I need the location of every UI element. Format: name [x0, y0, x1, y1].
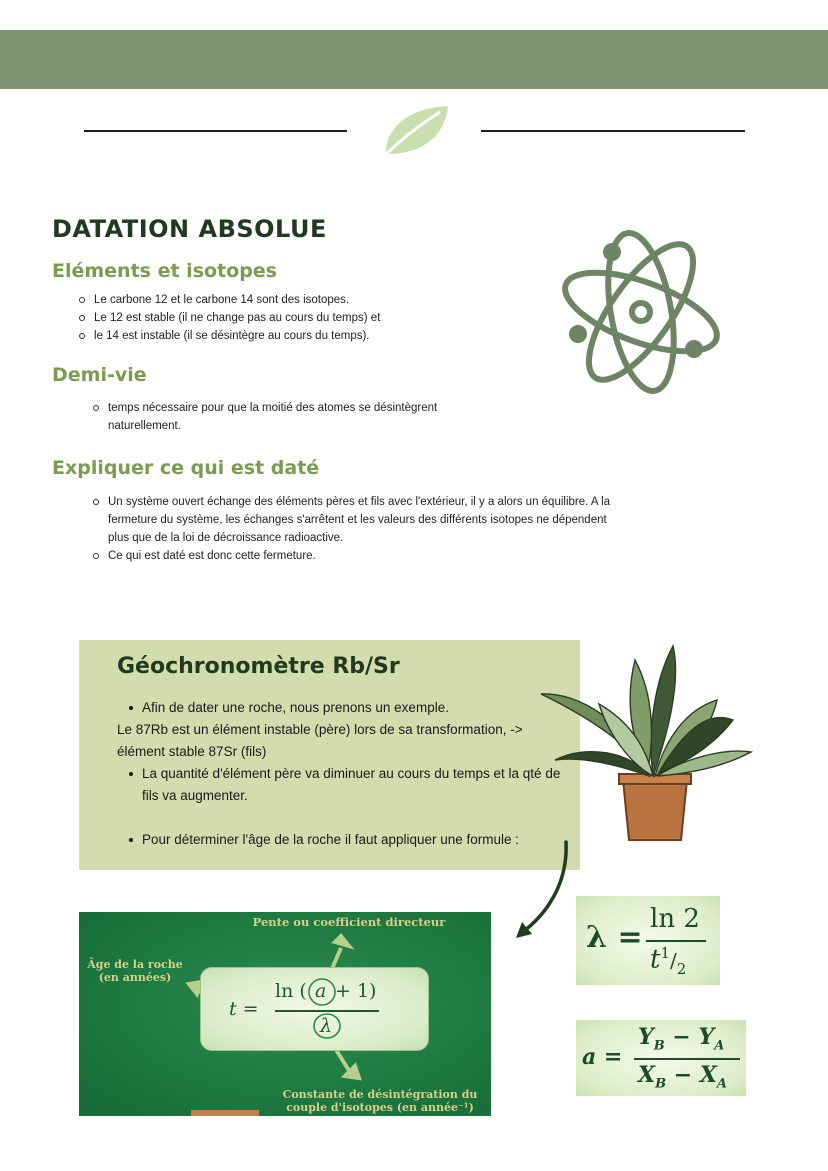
isotopes-list [78, 291, 478, 345]
bullet-item: Pour déterminer l'âge de la roche il faut appliquer une formule : [117, 829, 567, 851]
geochronometer-title: Géochronomètre Rb/Sr [117, 654, 400, 679]
bullet-item: Afin de dater une roche, nous prenons un exemple. [117, 697, 567, 719]
formula2-lhs: a = [582, 1044, 623, 1070]
list-item: Le carbone 12 et le carbone 14 sont des isotopes. [78, 291, 478, 309]
formula-t: t = [229, 998, 259, 1020]
formula-a: a [315, 980, 327, 1002]
slope-label: Pente ou coefficient directeur [252, 915, 446, 929]
constant-label: Constante de désintégration du couple d'isotopes (en année⁻¹) [282, 1088, 478, 1114]
formula1-lhs: λ = [586, 920, 643, 955]
formula-board [79, 912, 491, 1116]
section-heading-isotopes: Eléments et isotopes [52, 260, 277, 282]
formula2-bar [634, 1058, 740, 1060]
formula-lambda: λ [320, 1015, 333, 1037]
formula1-den: $t^1/_2$ [650, 944, 687, 978]
formula2-num: $Y_B - Y_A$ [638, 1024, 725, 1054]
curved-arrow-icon [508, 838, 578, 943]
age-label: Âge de la roche (en années) [87, 958, 183, 984]
list-item: temps nécessaire pour que la moitié des atomes se désintègrent naturellement. [92, 399, 477, 435]
header-banner [0, 30, 828, 89]
formula-ln: ln ( [275, 980, 307, 1002]
formula1-bar [646, 940, 706, 942]
page-title: DATATION ABSOLUE [52, 215, 327, 243]
geochronometer-box [79, 640, 580, 870]
divider-left [84, 130, 347, 132]
board-stub [191, 1110, 259, 1116]
geochronometer-text [117, 697, 567, 851]
formula-slope-box [576, 1020, 746, 1096]
list-item: Le 12 est stable (il ne change pas au cours du temps) et [78, 309, 478, 327]
formula2-den: $X_B - X_A$ [638, 1062, 727, 1092]
plant-icon [535, 640, 755, 845]
divider-right [481, 130, 745, 132]
section-heading-demi-vie: Demi-vie [52, 364, 147, 386]
formula-circles [79, 912, 491, 1116]
formula-plus-one: + 1) [335, 980, 377, 1002]
leaf-icon [374, 102, 454, 162]
atom-icon [556, 222, 726, 397]
section-heading-explain: Expliquer ce qui est daté [52, 457, 320, 479]
explain-list [92, 493, 617, 565]
bullet-item: La quantité d'élément père va diminuer au cours du temps et la qté de fils va augmenter. [117, 763, 567, 807]
formula1-num: ln 2 [650, 904, 700, 934]
list-item: Un système ouvert échange des éléments pères et fils avec l'extérieur, il y a alors un équilibre. A la fermeture du système, les échanges s'arrêtent et les valeurs des différents isotopes ne dépendent plus que de la loi de décroissance radioactive. [92, 493, 617, 547]
list-item: Ce qui est daté est donc cette fermeture. [92, 547, 617, 565]
paragraph: Le 87Rb est un élément instable (père) lors de sa transformation, -> élément stable 87Sr (fils) [117, 722, 523, 759]
list-item: le 14 est instable (il se désintègre au cours du temps). [78, 327, 478, 345]
formula-lambda-box [576, 896, 720, 985]
demi-vie-list [92, 399, 477, 435]
